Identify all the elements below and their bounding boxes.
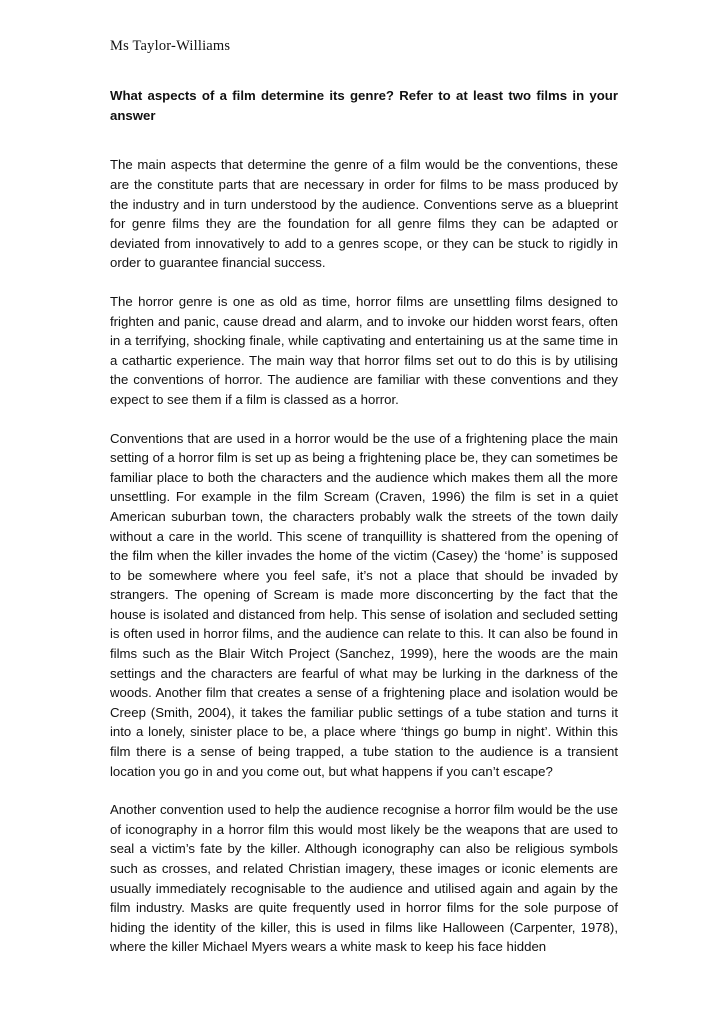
paragraph-horror-genre: The horror genre is one as old as time, horror films are unsettling films designed to frighten and panic, cause dread and alarm, and to invoke our hidden worst fears, often in a terrifying, shocking finale, while captivating and entertaining us at the same time in a cathartic experience. The main way that horror films set out to do this is by utilising the conventions of horror. The audience are familiar with these conventions and they expect to see them if a film is classed as a horror. (110, 293, 618, 407)
page-header: Ms Taylor-Williams (110, 38, 231, 54)
essay-question-title: What aspects of a film determine its genre? Refer to at least two films in your answer (110, 88, 618, 124)
spacer (110, 781, 618, 800)
paragraph-conventions-intro: The main aspects that determine the genre of a film would be the conventions, these are the constitute parts that are necessary in order for films to be mass produced by the industry and in turn understood by the audience. Conventions serve as a blueprint for genre films they are the foundation for all genre films they can be adapted or deviated from innovatively to add to a genres scope, or they can be stuck to rigidly in order to guarantee financial success. (110, 157, 618, 271)
spacer (110, 126, 618, 155)
spacer (110, 273, 618, 292)
spacer (110, 410, 618, 429)
document-body (110, 86, 618, 957)
paragraph-iconography: Another convention used to help the audience recognise a horror film would be the use of iconography in a horror film this would most likely be the weapons that are used to seal a victim’s fate by the killer. Although iconography can also be religious symbols such as crosses, and related Christian imagery, these images or iconic elements are usually immediately recognisable to the audience and utilised again and again by the film industry. Masks are quite frequently used in horror films for the sole purpose of hiding the identity of the killer, this is used in films like Halloween (Carpenter, 1978), where the killer Michael Myers wears a white mask to keep his face hidden (110, 802, 618, 955)
paragraph-frightening-place: Conventions that are used in a horror would be the use of a frightening place the main setting of a horror film is set up as being a frightening place be, they can sometimes be familiar place to both the characters and the audience which makes them all the more unsettling. For example in the film Scream (Craven, 1996) the film is set in a quiet American suburban town, the characters probably walk the streets of the town daily without a care in the world. This scene of tranquillity is shattered from the opening of the film when the killer invades the home of the victim (Casey) the ‘home’ is supposed to be somewhere where you feel safe, it’s not a place that should be invaded by strangers. The opening of Scream is made more disconcerting by the fact that the house is isolated and distanced from help. This sense of isolation and secluded setting is often used in horror films, and the audience can relate to this. It can also be found in films such as the Blair Witch Project (Sanchez, 1999), here the woods are the main settings and the characters are fearful of what may be lurking in the darkness of the woods. Another film that creates a sense of a frightening place and isolation would be Creep (Smith, 2004), it takes the familiar public settings of a tube station and turns it into a lonely, sinister place to be, a place where ‘things go bump in night’. Within this film there is a sense of being trapped, a tube station to the audience is a transient location you go in and you come out, but what happens if you can’t escape? (110, 430, 618, 779)
